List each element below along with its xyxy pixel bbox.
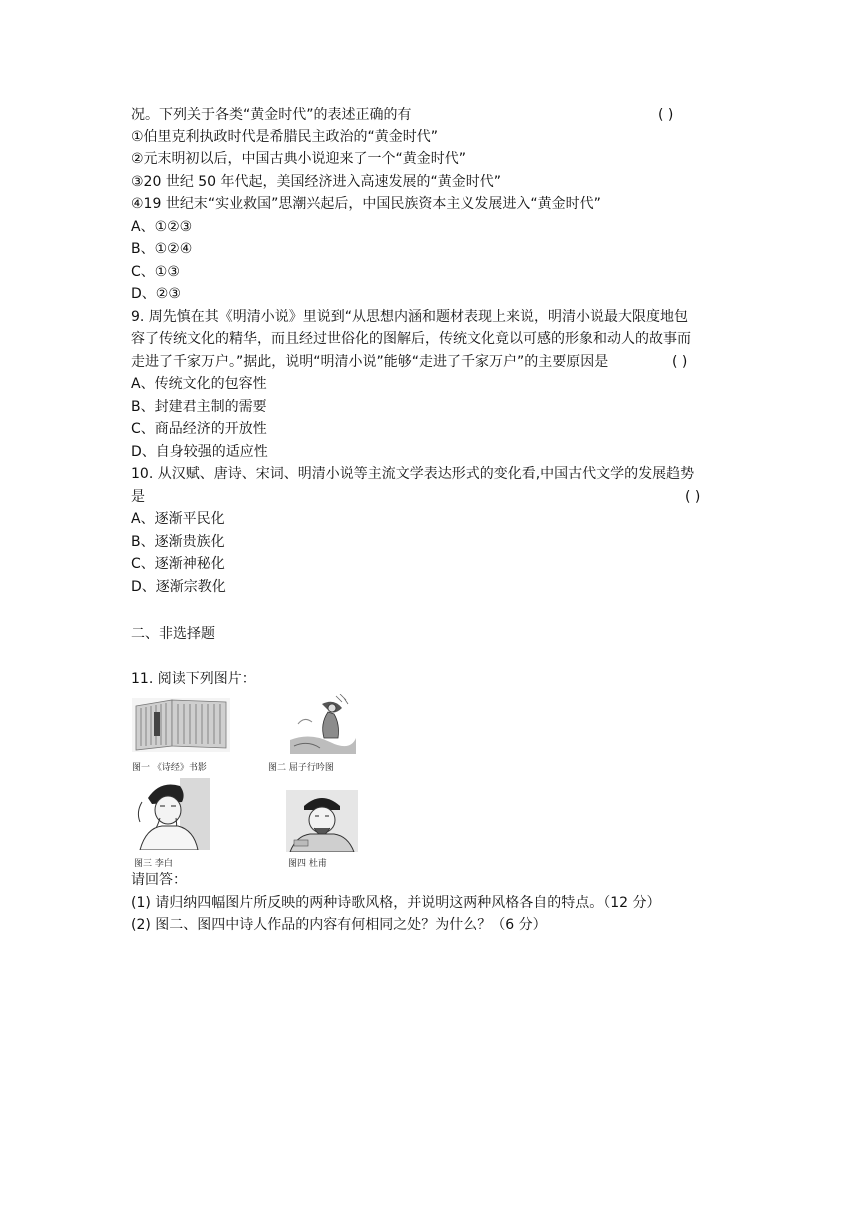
- figure-1-caption: 图一 《诗经》书影: [132, 763, 207, 773]
- q9-option-d: D、自身较强的适应性: [131, 444, 268, 460]
- q8-option-a: A、①②③: [131, 219, 193, 235]
- figure-3-caption: 图三 李白: [134, 859, 173, 869]
- q9-stem-line-3: 走进了千家万户。”据此，说明“明清小说”能够“走进了千家万户”的主要原因是: [131, 354, 609, 370]
- q9-answer-bracket: ( ): [672, 354, 688, 370]
- q11-subquestion-1: (1) 请归纳四幅图片所反映的两种诗歌风格，并说明这两种风格各自的特点。（12 分）: [131, 895, 661, 911]
- figure-3-li-bai-image: [134, 778, 210, 850]
- q8-statement-2: ②元末明初以后，中国古典小说迎来了一个“黄金时代”: [131, 151, 467, 167]
- q11-subquestion-2: (2) 图二、图四中诗人作品的内容有何相同之处？为什么？（6 分）: [131, 917, 547, 933]
- q8-statement-3: ③20 世纪 50 年代起，美国经济进入高速发展的“黄金时代”: [131, 174, 502, 190]
- q10-option-b: B、逐渐贵族化: [131, 534, 225, 550]
- q8-option-c: C、①③: [131, 264, 180, 280]
- q9-option-b: B、封建君主制的需要: [131, 399, 267, 415]
- q8-statement-1: ①伯里克利执政时代是希腊民主政治的“黄金时代”: [131, 129, 439, 145]
- q10-stem-line-1: 10. 从汉赋、唐诗、宋词、明清小说等主流文学表达形式的变化看,中国古代文学的发展趋势: [131, 466, 695, 482]
- figure-2-caption: 图二 屈子行吟图: [268, 763, 334, 773]
- q10-option-c: C、逐渐神秘化: [131, 556, 225, 572]
- q8-option-b: B、①②④: [131, 241, 193, 257]
- q10-option-a: A、逐渐平民化: [131, 511, 225, 527]
- q8-statement-4: ④19 世纪末“实业救国”思潮兴起后，中国民族资本主义发展进入“黄金时代”: [131, 196, 601, 212]
- q9-option-a: A、传统文化的包容性: [131, 376, 267, 392]
- q9-stem-line-2: 容了传统文化的精华，而且经过世俗化的图解后，传统文化竟以可感的形象和动人的故事而: [131, 331, 691, 347]
- figure-4-du-fu-image: [286, 790, 358, 852]
- figure-1-book-image: [132, 698, 230, 752]
- q8-option-d: D、②③: [131, 286, 181, 302]
- q10-stem-line-2: 是: [131, 489, 145, 505]
- q8-stem: 况。下列关于各类“黄金时代”的表述正确的有: [131, 107, 412, 123]
- q9-option-c: C、商品经济的开放性: [131, 421, 267, 437]
- q11-intro: 11. 阅读下列图片：: [131, 671, 256, 687]
- q11-prompt: 请回答：: [131, 872, 187, 888]
- q10-answer-bracket: ( ): [685, 489, 701, 505]
- figure-4-caption: 图四 杜甫: [288, 859, 327, 869]
- q8-answer-bracket: ( ): [658, 107, 674, 123]
- figure-2-qu-yuan-image: [290, 694, 356, 754]
- section-title: 二、非选择题: [131, 626, 215, 642]
- q10-option-d: D、逐渐宗教化: [131, 579, 226, 595]
- q9-stem-line-1: 9. 周先慎在其《明清小说》里说到“从思想内涵和题材表现上来说，明清小说最大限度地包: [131, 309, 689, 325]
